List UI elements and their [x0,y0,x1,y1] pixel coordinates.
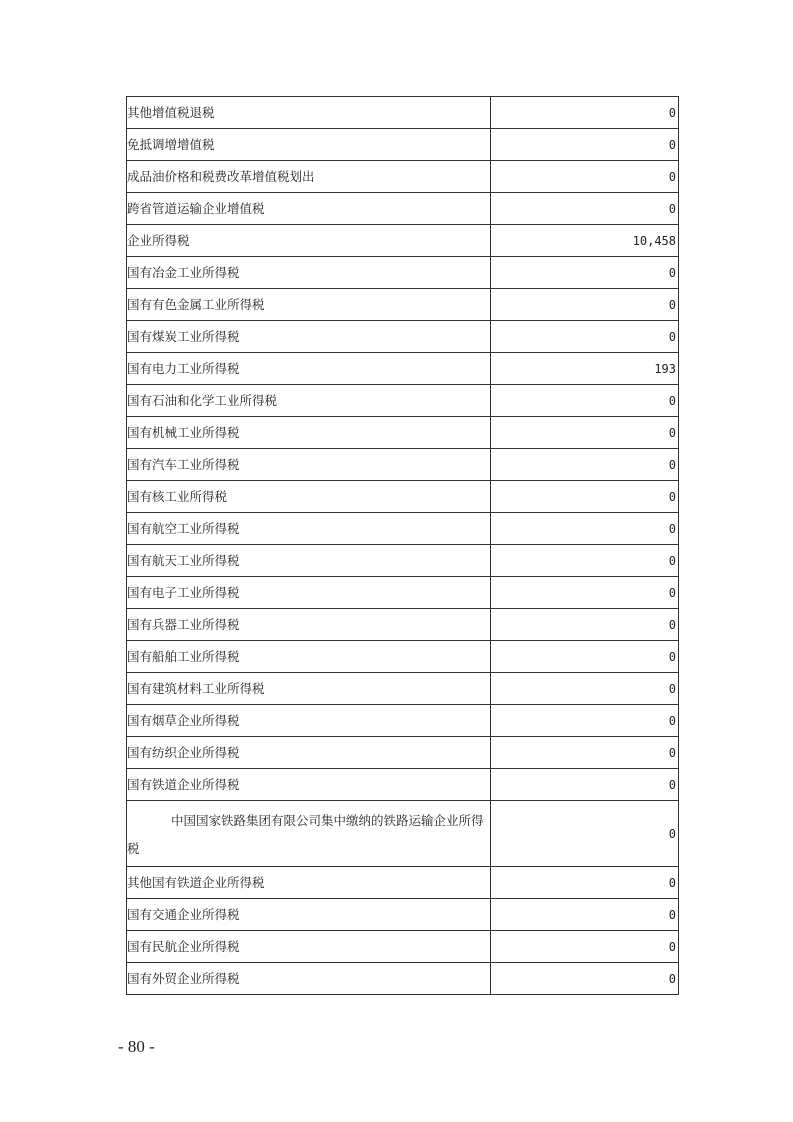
row-value: 0 [491,513,679,545]
row-label: 国有民航企业所得税 [127,931,491,963]
table-row [127,705,679,737]
row-value: 0 [491,481,679,513]
row-value: 193 [491,353,679,385]
row-label: 免抵调增增值税 [127,129,491,161]
row-value: 0 [491,129,679,161]
table-row [127,417,679,449]
table-row [127,931,679,963]
row-value: 0 [491,801,679,867]
row-value: 0 [491,931,679,963]
row-label: 其他增值税退税 [127,97,491,129]
revenue-table [126,96,679,995]
table-row [127,353,679,385]
row-value: 0 [491,641,679,673]
row-label: 跨省管道运输企业增值税 [127,193,491,225]
row-label: 国有电子工业所得税 [127,577,491,609]
table-row [127,577,679,609]
row-label: 国有烟草企业所得税 [127,705,491,737]
row-value: 0 [491,257,679,289]
table-row [127,225,679,257]
table-row [127,545,679,577]
table-row [127,449,679,481]
table-row [127,673,679,705]
table-row [127,801,679,867]
page-number: - 80 - [118,1037,155,1056]
row-value: 0 [491,673,679,705]
row-label: 成品油价格和税费改革增值税划出 [127,161,491,193]
row-label: 国有外贸企业所得税 [127,963,491,995]
row-value: 10,458 [491,225,679,257]
row-label: 国有纺织企业所得税 [127,737,491,769]
table-row [127,193,679,225]
row-label: 企业所得税 [127,225,491,257]
table-row [127,385,679,417]
table-row [127,737,679,769]
row-label: 国有有色金属工业所得税 [127,289,491,321]
row-value: 0 [491,609,679,641]
row-value: 0 [491,97,679,129]
row-label: 国有兵器工业所得税 [127,609,491,641]
table-row [127,321,679,353]
row-label: 国有航天工业所得税 [127,545,491,577]
row-value: 0 [491,417,679,449]
row-value: 0 [491,769,679,801]
row-label: 国有电力工业所得税 [127,353,491,385]
table-row [127,97,679,129]
row-value: 0 [491,899,679,931]
row-label: 国有船舶工业所得税 [127,641,491,673]
row-value: 0 [491,193,679,225]
table-row [127,513,679,545]
table-row [127,161,679,193]
row-label: 国有煤炭工业所得税 [127,321,491,353]
table-row [127,963,679,995]
table-row [127,769,679,801]
table-row [127,257,679,289]
row-value: 0 [491,867,679,899]
table-row [127,289,679,321]
row-value: 0 [491,545,679,577]
table-row [127,609,679,641]
row-value: 0 [491,289,679,321]
table-row [127,129,679,161]
row-label: 国有航空工业所得税 [127,513,491,545]
table-row [127,481,679,513]
row-value: 0 [491,321,679,353]
row-label: 其他国有铁道企业所得税 [127,867,491,899]
row-value: 0 [491,161,679,193]
row-value: 0 [491,577,679,609]
row-label-wrapped [127,801,491,867]
table-row [127,867,679,899]
row-value: 0 [491,385,679,417]
table-row [127,899,679,931]
row-label: 中国国家铁路集团有限公司集中缴纳的铁路运输企业所得税 [127,812,484,856]
row-label: 国有冶金工业所得税 [127,257,491,289]
row-label: 国有石油和化学工业所得税 [127,385,491,417]
row-value: 0 [491,737,679,769]
table-row [127,641,679,673]
row-value: 0 [491,705,679,737]
row-label: 国有核工业所得税 [127,481,491,513]
row-label: 国有交通企业所得税 [127,899,491,931]
row-value: 0 [491,449,679,481]
row-value: 0 [491,963,679,995]
row-label: 国有机械工业所得税 [127,417,491,449]
row-label: 国有建筑材料工业所得税 [127,673,491,705]
row-label: 国有汽车工业所得税 [127,449,491,481]
row-label: 国有铁道企业所得税 [127,769,491,801]
